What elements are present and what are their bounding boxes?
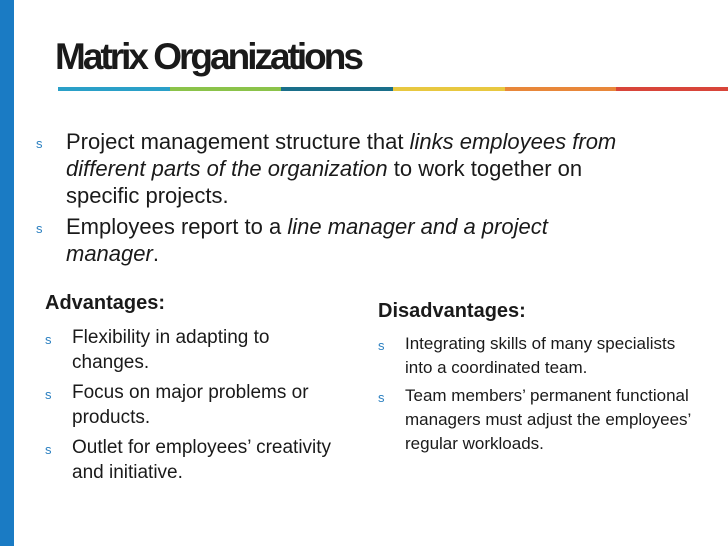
disadvantages-list [378,332,698,460]
disadvantage-text: Integrating skills of many specialists into a coordinated team. [405,334,676,377]
stripe-segment [393,87,505,91]
bullet-text: Employees report to a [66,214,288,239]
s-bullet-icon: s [45,387,52,402]
bullet-text: Project management structure that [66,129,410,154]
stripe-segment [58,87,170,91]
main-bullet [34,213,634,267]
bullet-emphasis: links employees from different parts of the organization [66,129,617,181]
advantage-text: Outlet for employees’ creativity and initiative. [72,437,332,483]
advantage-item [45,380,345,430]
advantage-item [45,325,345,375]
advantage-item [45,435,345,485]
stripe-segment [616,87,728,91]
advantages-list [45,325,345,490]
advantages-heading: Advantages: [45,292,166,314]
disadvantage-text: Team members’ permanent functional managers must adjust the employees’ regular workloads. [405,386,691,453]
s-bullet-icon: s [378,390,385,405]
s-bullet-icon: s [36,136,43,151]
stripe-segment [505,87,617,91]
main-bullet [34,128,634,209]
stripe-segment [170,87,282,91]
s-bullet-icon: s [36,221,43,236]
disadvantages-heading: Disadvantages: [378,300,526,322]
main-bullet-list [34,128,634,271]
disadvantage-item [378,384,698,456]
bullet-text: to work together on specific projects. [66,156,583,208]
s-bullet-icon: s [45,332,52,347]
left-accent-bar [0,0,14,546]
s-bullet-icon: s [378,338,385,353]
bullet-text: . [152,241,159,266]
bullet-emphasis: line manager and a project manager [66,214,548,266]
title-color-stripe [58,87,728,91]
stripe-segment [281,87,393,91]
disadvantage-item [378,332,698,380]
advantage-text: Flexibility in adapting to changes. [72,327,270,373]
advantage-text: Focus on major problems or products. [72,382,309,428]
slide-title: Matrix Organizations [55,36,361,77]
s-bullet-icon: s [45,442,52,457]
